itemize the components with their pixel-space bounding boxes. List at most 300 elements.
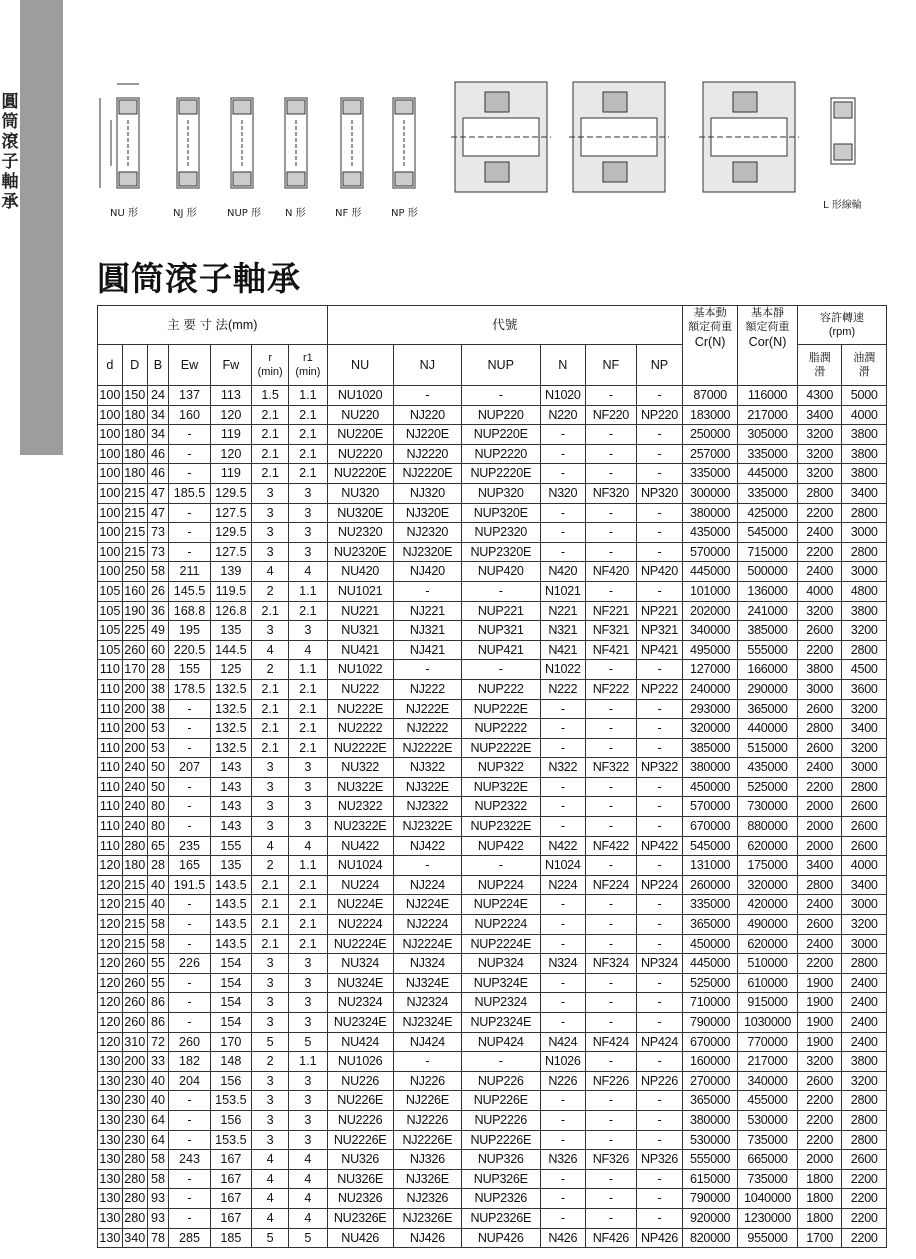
table-row [98, 915, 887, 935]
cell-NJ: NJ2222 [393, 719, 461, 739]
cell-oil: 2400 [842, 973, 887, 993]
cell-NU: NU422 [327, 836, 393, 856]
cell-Cor: 620000 [738, 934, 798, 954]
cell-oil: 3800 [842, 425, 887, 445]
cell-D: 215 [122, 934, 147, 954]
cell-NUP: NUP2224 [461, 915, 540, 935]
cell-Cor: 770000 [738, 1032, 798, 1052]
cell-d: 120 [98, 856, 123, 876]
cell-grease: 2800 [797, 483, 841, 503]
cell-Cr: 450000 [683, 777, 738, 797]
cell-Ew: 220.5 [169, 640, 210, 660]
col-r1 [289, 345, 327, 386]
cell-d: 110 [98, 797, 123, 817]
cell-B: 28 [147, 660, 169, 680]
cell-D: 160 [122, 581, 147, 601]
cell-Fw: 132.5 [210, 679, 251, 699]
cell-Ew: - [169, 993, 210, 1013]
cell-NF: - [586, 464, 637, 484]
cell-NF: NF224 [586, 875, 637, 895]
cell-D: 240 [122, 777, 147, 797]
cell-Ew: - [169, 895, 210, 915]
bearing-diagrams [95, 70, 895, 230]
cell-Cr: 920000 [683, 1208, 738, 1228]
cell-B: 58 [147, 1150, 169, 1170]
table-row [98, 1110, 887, 1130]
cell-Cor: 735000 [738, 1169, 798, 1189]
cell-N: - [540, 817, 585, 837]
cell-NU: NU220E [327, 425, 393, 445]
cell-oil: 3400 [842, 483, 887, 503]
cell-Cor: 880000 [738, 817, 798, 837]
cell-Cr: 790000 [683, 1013, 738, 1033]
col-NUP: NUP [461, 345, 540, 386]
table-row [98, 895, 887, 915]
cell-B: 86 [147, 1013, 169, 1033]
cell-grease: 2200 [797, 1091, 841, 1111]
cell-NF: NF424 [586, 1032, 637, 1052]
table-row [98, 719, 887, 739]
cell-Fw: 129.5 [210, 523, 251, 543]
cell-d: 100 [98, 405, 123, 425]
cell-NP: - [636, 797, 683, 817]
cell-r1: 2.1 [289, 425, 327, 445]
cell-Cor: 440000 [738, 719, 798, 739]
cell-d: 100 [98, 444, 123, 464]
cell-B: 34 [147, 425, 169, 445]
cell-oil: 3000 [842, 895, 887, 915]
cell-Ew: - [169, 425, 210, 445]
cell-oil: 3200 [842, 915, 887, 935]
cell-NP: - [636, 425, 683, 445]
cell-N: - [540, 973, 585, 993]
table-row [98, 425, 887, 445]
cell-oil: 2800 [842, 1130, 887, 1150]
cell-r1: 4 [289, 836, 327, 856]
cell-NJ: NJ2324E [393, 1013, 461, 1033]
cell-d: 105 [98, 601, 123, 621]
cell-NF: NF220 [586, 405, 637, 425]
cell-oil: 3000 [842, 758, 887, 778]
cell-NP: NP221 [636, 601, 683, 621]
cell-grease: 3200 [797, 1052, 841, 1072]
spec-table-body [98, 386, 887, 1248]
cell-NJ: NJ322 [393, 758, 461, 778]
static-load-line3: Cor(N) [748, 335, 787, 349]
cell-r1: 1.1 [289, 581, 327, 601]
cell-Cr: 530000 [683, 1130, 738, 1150]
cell-Fw: 119.5 [210, 581, 251, 601]
cell-grease: 3200 [797, 425, 841, 445]
col-r-label: r [268, 352, 272, 364]
cell-r1: 3 [289, 1110, 327, 1130]
cell-B: 80 [147, 817, 169, 837]
cell-NJ: - [393, 386, 461, 406]
cell-NF: - [586, 699, 637, 719]
cell-NP: NP426 [636, 1228, 683, 1248]
cell-NJ: - [393, 1052, 461, 1072]
table-row [98, 386, 887, 406]
cell-Cr: 320000 [683, 719, 738, 739]
cell-oil: 2200 [842, 1228, 887, 1248]
cell-Cr: 380000 [683, 503, 738, 523]
grease-line1: 脂潤 [808, 352, 831, 364]
cell-D: 280 [122, 1169, 147, 1189]
cell-Cr: 365000 [683, 915, 738, 935]
cell-NP: NP322 [636, 758, 683, 778]
cell-Ew: - [169, 817, 210, 837]
cell-NJ: NJ2320E [393, 542, 461, 562]
group-header-codes: 代號 [327, 306, 683, 345]
cell-grease: 2200 [797, 503, 841, 523]
cell-NUP: NUP426 [461, 1228, 540, 1248]
static-load-line2: 額定荷重 [745, 321, 790, 333]
table-row [98, 621, 887, 641]
cell-D: 180 [122, 405, 147, 425]
bearing-diagram-drawings [95, 70, 895, 230]
cell-NU: NU322E [327, 777, 393, 797]
cell-NF: - [586, 915, 637, 935]
cell-NF: NF226 [586, 1071, 637, 1091]
cell-N: N220 [540, 405, 585, 425]
cell-NUP: NUP2226 [461, 1110, 540, 1130]
table-row [98, 1228, 887, 1248]
cell-r: 4 [252, 836, 289, 856]
cell-D: 240 [122, 758, 147, 778]
cell-NJ: NJ326 [393, 1150, 461, 1170]
table-row [98, 1208, 887, 1228]
cell-Cor: 217000 [738, 1052, 798, 1072]
cell-NF: NF324 [586, 954, 637, 974]
cell-B: 50 [147, 777, 169, 797]
cell-NU: NU420 [327, 562, 393, 582]
cell-NP: - [636, 1052, 683, 1072]
cell-Fw: 167 [210, 1150, 251, 1170]
cell-NF: - [586, 797, 637, 817]
cell-Cr: 127000 [683, 660, 738, 680]
cell-NP: - [636, 973, 683, 993]
dynamic-load-line3: Cr(N) [694, 335, 726, 349]
cell-oil: 2600 [842, 836, 887, 856]
cell-Cr: 380000 [683, 1110, 738, 1130]
cell-NJ: NJ326E [393, 1169, 461, 1189]
cell-d: 130 [98, 1150, 123, 1170]
cell-Ew: 155 [169, 660, 210, 680]
cell-D: 215 [122, 523, 147, 543]
cell-oil: 2800 [842, 954, 887, 974]
cell-Cor: 290000 [738, 679, 798, 699]
n-type-drawing [285, 98, 307, 188]
cell-grease: 2000 [797, 817, 841, 837]
cell-Ew: - [169, 1189, 210, 1209]
cell-N: - [540, 699, 585, 719]
cell-NU: NU224 [327, 875, 393, 895]
col-Fw: Fw [210, 345, 251, 386]
cell-grease: 2400 [797, 758, 841, 778]
oil-line1: 油潤 [853, 352, 876, 364]
cell-D: 260 [122, 993, 147, 1013]
cell-oil: 3600 [842, 679, 887, 699]
cell-oil: 3000 [842, 523, 887, 543]
cell-NF: - [586, 1169, 637, 1189]
col-d: d [98, 345, 123, 386]
cell-r: 3 [252, 1130, 289, 1150]
cell-NP: - [636, 464, 683, 484]
cell-r1: 5 [289, 1032, 327, 1052]
cell-D: 260 [122, 1013, 147, 1033]
cell-Cr: 545000 [683, 836, 738, 856]
cell-r: 3 [252, 483, 289, 503]
cell-NF: - [586, 934, 637, 954]
cell-B: 53 [147, 738, 169, 758]
table-row [98, 934, 887, 954]
table-row [98, 1013, 887, 1033]
cell-Fw: 185 [210, 1228, 251, 1248]
cell-NUP: NUP320E [461, 503, 540, 523]
cell-r1: 3 [289, 621, 327, 641]
grease-line2: 滑 [814, 366, 826, 378]
cell-Cor: 490000 [738, 915, 798, 935]
speed-line1: 容許轉速 [819, 312, 864, 324]
cell-Ew: - [169, 719, 210, 739]
cell-D: 215 [122, 915, 147, 935]
cell-NF: NF321 [586, 621, 637, 641]
cell-NU: NU2326 [327, 1189, 393, 1209]
cell-r1: 1.1 [289, 1052, 327, 1072]
cell-B: 47 [147, 483, 169, 503]
cell-Fw: 143.5 [210, 915, 251, 935]
cell-Ew: 168.8 [169, 601, 210, 621]
cell-NU: NU2324 [327, 993, 393, 1013]
table-row [98, 1169, 887, 1189]
cell-NUP: NUP224E [461, 895, 540, 915]
cell-Cor: 1230000 [738, 1208, 798, 1228]
cell-r: 2.1 [252, 738, 289, 758]
cell-NP: - [636, 1169, 683, 1189]
cell-NU: NU226 [327, 1071, 393, 1091]
col-D: D [122, 345, 147, 386]
cell-N: N1022 [540, 660, 585, 680]
cell-NJ: NJ2324 [393, 993, 461, 1013]
cell-Ew: 211 [169, 562, 210, 582]
nf-type-drawing [341, 98, 363, 188]
cell-NP: NP320 [636, 483, 683, 503]
cell-NJ: NJ222 [393, 679, 461, 699]
cell-NP: - [636, 444, 683, 464]
cell-oil: 3200 [842, 738, 887, 758]
col-r1-label: r1 [303, 352, 313, 364]
cell-r1: 3 [289, 542, 327, 562]
cell-Cr: 445000 [683, 562, 738, 582]
cell-NU: NU2222 [327, 719, 393, 739]
cell-d: 120 [98, 1032, 123, 1052]
cell-NUP: NUP220 [461, 405, 540, 425]
cell-NP: - [636, 1013, 683, 1033]
cell-Fw: 155 [210, 836, 251, 856]
cell-NP: NP220 [636, 405, 683, 425]
cell-Fw: 143 [210, 817, 251, 837]
cell-r: 4 [252, 562, 289, 582]
cell-N: N321 [540, 621, 585, 641]
cell-B: 36 [147, 601, 169, 621]
cell-r: 2 [252, 1052, 289, 1072]
table-row [98, 699, 887, 719]
cell-B: 58 [147, 934, 169, 954]
table-row [98, 679, 887, 699]
cell-NP: NP422 [636, 836, 683, 856]
cell-r1: 4 [289, 1208, 327, 1228]
cell-r: 2.1 [252, 895, 289, 915]
cell-B: 46 [147, 444, 169, 464]
cell-B: 53 [147, 719, 169, 739]
cell-r1: 1.1 [289, 386, 327, 406]
cell-N: - [540, 719, 585, 739]
cell-r1: 2.1 [289, 464, 327, 484]
cell-Cr: 300000 [683, 483, 738, 503]
cell-NU: NU224E [327, 895, 393, 915]
cell-NU: NU424 [327, 1032, 393, 1052]
cell-NUP: NUP221 [461, 601, 540, 621]
cell-N: - [540, 523, 585, 543]
cell-B: 80 [147, 797, 169, 817]
cell-r: 3 [252, 758, 289, 778]
table-row [98, 601, 887, 621]
cell-N: N224 [540, 875, 585, 895]
cell-NJ: NJ324E [393, 973, 461, 993]
cell-D: 230 [122, 1071, 147, 1091]
cell-Fw: 126.8 [210, 601, 251, 621]
cell-Cr: 183000 [683, 405, 738, 425]
cell-NF: - [586, 817, 637, 837]
cell-D: 180 [122, 856, 147, 876]
cell-Fw: 153.5 [210, 1091, 251, 1111]
cell-D: 230 [122, 1130, 147, 1150]
cell-NU: NU2222E [327, 738, 393, 758]
cell-NJ: NJ2226E [393, 1130, 461, 1150]
cell-grease: 2000 [797, 836, 841, 856]
cell-N: - [540, 425, 585, 445]
housing-drawing-2 [569, 82, 669, 192]
cell-r1: 2.1 [289, 699, 327, 719]
cell-N: - [540, 915, 585, 935]
cell-r1: 2.1 [289, 719, 327, 739]
cell-grease: 2200 [797, 777, 841, 797]
cell-Cr: 270000 [683, 1071, 738, 1091]
cell-grease: 2400 [797, 562, 841, 582]
cell-Cr: 435000 [683, 523, 738, 543]
cell-Cr: 131000 [683, 856, 738, 876]
cell-Cr: 570000 [683, 542, 738, 562]
cell-Cor: 955000 [738, 1228, 798, 1248]
cell-NF: - [586, 993, 637, 1013]
cell-N: N326 [540, 1150, 585, 1170]
cell-N: - [540, 1110, 585, 1130]
cell-r1: 2.1 [289, 601, 327, 621]
cell-N: - [540, 895, 585, 915]
cell-NUP: NUP2320 [461, 523, 540, 543]
cell-N: N226 [540, 1071, 585, 1091]
cell-d: 120 [98, 1013, 123, 1033]
cell-B: 72 [147, 1032, 169, 1052]
cell-r: 3 [252, 1071, 289, 1091]
cell-r1: 3 [289, 1130, 327, 1150]
cell-Cor: 425000 [738, 503, 798, 523]
cell-r1: 4 [289, 1169, 327, 1189]
table-row [98, 483, 887, 503]
table-row [98, 523, 887, 543]
cell-NF: - [586, 542, 637, 562]
cell-N: - [540, 1091, 585, 1111]
cell-r1: 3 [289, 993, 327, 1013]
cell-d: 130 [98, 1208, 123, 1228]
cell-Ew: 260 [169, 1032, 210, 1052]
cell-NP: - [636, 934, 683, 954]
cell-grease: 2600 [797, 699, 841, 719]
cell-D: 260 [122, 640, 147, 660]
cell-NU: NU426 [327, 1228, 393, 1248]
cell-d: 130 [98, 1071, 123, 1091]
cell-N: - [540, 542, 585, 562]
cell-Cor: 1040000 [738, 1189, 798, 1209]
cell-NP: - [636, 699, 683, 719]
cell-NU: NU2224 [327, 915, 393, 935]
cell-Cor: 435000 [738, 758, 798, 778]
cell-r: 2.1 [252, 934, 289, 954]
cell-d: 100 [98, 503, 123, 523]
nj-type-drawing [177, 98, 199, 188]
cell-NJ: NJ421 [393, 640, 461, 660]
cell-NUP: NUP2220E [461, 464, 540, 484]
cell-Fw: 143.5 [210, 934, 251, 954]
cell-NP: - [636, 1208, 683, 1228]
cell-r: 3 [252, 523, 289, 543]
cell-grease: 1900 [797, 973, 841, 993]
cell-NUP: NUP220E [461, 425, 540, 445]
cell-d: 100 [98, 464, 123, 484]
cell-NUP: NUP2322 [461, 797, 540, 817]
cell-r: 3 [252, 954, 289, 974]
cell-NJ: NJ320 [393, 483, 461, 503]
cell-r: 2.1 [252, 425, 289, 445]
cell-NJ: NJ2220 [393, 444, 461, 464]
cell-r: 3 [252, 797, 289, 817]
cell-Cr: 670000 [683, 817, 738, 837]
cell-r1: 2.1 [289, 895, 327, 915]
cell-NU: NU2220E [327, 464, 393, 484]
cell-D: 260 [122, 973, 147, 993]
cell-grease: 2800 [797, 875, 841, 895]
cell-grease: 2200 [797, 1130, 841, 1150]
cell-NF: NF421 [586, 640, 637, 660]
cell-r: 2.1 [252, 405, 289, 425]
cell-NF: - [586, 523, 637, 543]
cell-NU: NU1021 [327, 581, 393, 601]
cell-Fw: 132.5 [210, 738, 251, 758]
cell-d: 100 [98, 562, 123, 582]
cell-N: N421 [540, 640, 585, 660]
cell-grease: 4300 [797, 386, 841, 406]
col-Ew: Ew [169, 345, 210, 386]
housing-drawing-1 [451, 82, 551, 192]
cell-NUP: NUP2326E [461, 1208, 540, 1228]
cell-d: 105 [98, 581, 123, 601]
cell-r: 3 [252, 542, 289, 562]
cell-d: 120 [98, 915, 123, 935]
cell-Ew: 195 [169, 621, 210, 641]
cell-NUP: NUP320 [461, 483, 540, 503]
cell-NF: NF426 [586, 1228, 637, 1248]
cell-B: 33 [147, 1052, 169, 1072]
